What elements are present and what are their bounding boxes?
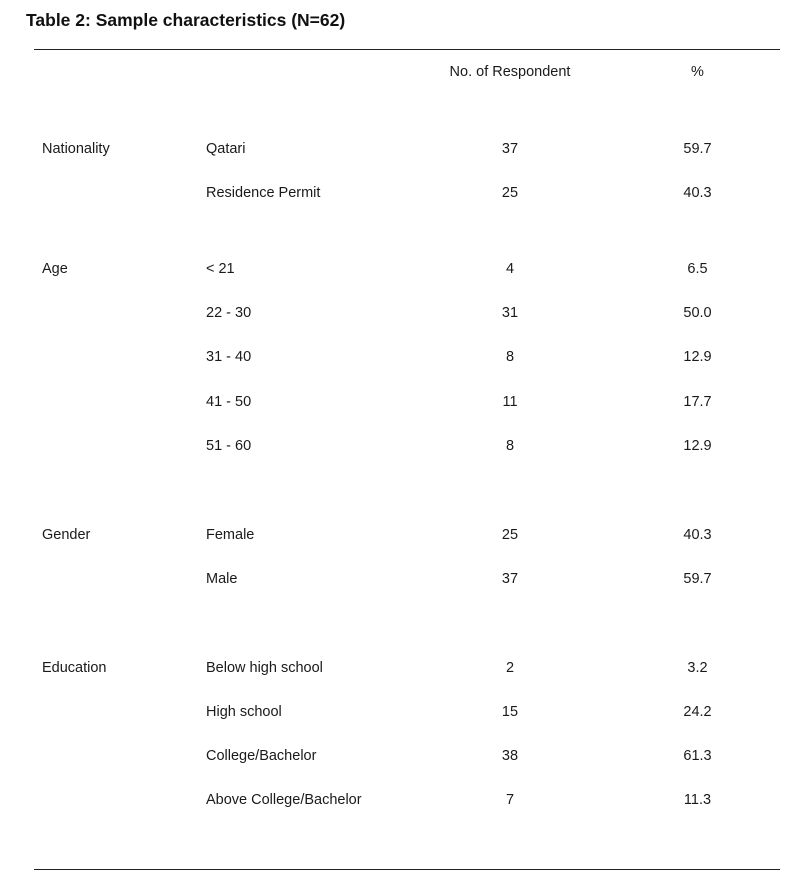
row-count: 37 <box>501 141 519 157</box>
row-label: Residence Permit <box>206 185 321 201</box>
row-count: 4 <box>505 261 515 277</box>
row-label: 51 - 60 <box>206 438 252 454</box>
table-row <box>0 261 800 281</box>
row-count: 8 <box>505 438 515 454</box>
row-percent: 12.9 <box>683 349 712 365</box>
row-label: High school <box>206 704 282 720</box>
row-count: 2 <box>505 660 515 676</box>
row-count: 37 <box>501 571 519 587</box>
table-row <box>0 185 800 205</box>
row-label: Above College/Bachelor <box>206 792 362 808</box>
category-label: Nationality <box>42 141 110 157</box>
table-row <box>0 571 800 591</box>
table-title: Table 2: Sample characteristics (N=62) <box>26 10 346 30</box>
row-percent: 6.5 <box>687 261 708 277</box>
row-percent: 59.7 <box>683 571 712 587</box>
table-row <box>0 349 800 369</box>
row-label: 22 - 30 <box>206 305 252 321</box>
row-percent: 11.3 <box>683 792 712 808</box>
row-label: 41 - 50 <box>206 394 252 410</box>
row-count: 8 <box>505 349 515 365</box>
table-row <box>0 438 800 458</box>
row-label: 31 - 40 <box>206 349 252 365</box>
table-row <box>0 748 800 768</box>
row-label: Below high school <box>206 660 323 676</box>
table-row <box>0 660 800 680</box>
category-label: Gender <box>42 527 91 543</box>
row-count: 7 <box>505 792 515 808</box>
row-percent: 24.2 <box>683 704 712 720</box>
row-percent: 12.9 <box>683 438 712 454</box>
table-row <box>0 141 800 161</box>
row-percent: 40.3 <box>683 185 712 201</box>
row-count: 11 <box>502 394 518 410</box>
category-label: Education <box>42 660 107 676</box>
table-row <box>0 792 800 812</box>
header-percent: % <box>691 64 704 80</box>
table-row <box>0 394 800 414</box>
row-label: < 21 <box>206 261 235 277</box>
table-bottom-rule <box>34 869 780 870</box>
table-row <box>0 305 800 325</box>
row-percent: 61.3 <box>683 748 712 764</box>
table-row <box>0 527 800 547</box>
row-label: Female <box>206 527 255 543</box>
row-percent: 17.7 <box>683 394 712 410</box>
row-percent: 3.2 <box>687 660 708 676</box>
category-label: Age <box>42 261 68 277</box>
row-count: 25 <box>501 185 519 201</box>
row-label: College/Bachelor <box>206 748 317 764</box>
row-count: 31 <box>501 305 519 321</box>
row-percent: 50.0 <box>683 305 712 321</box>
row-count: 25 <box>501 527 519 543</box>
table-row <box>0 704 800 724</box>
row-percent: 59.7 <box>683 141 712 157</box>
row-label: Qatari <box>206 141 246 157</box>
row-count: 38 <box>501 748 519 764</box>
table-top-rule <box>34 49 780 50</box>
row-label: Male <box>206 571 238 587</box>
row-percent: 40.3 <box>683 527 712 543</box>
row-count: 15 <box>501 704 519 720</box>
header-respondents: No. of Respondent <box>449 64 571 80</box>
table-header-row <box>0 64 800 84</box>
